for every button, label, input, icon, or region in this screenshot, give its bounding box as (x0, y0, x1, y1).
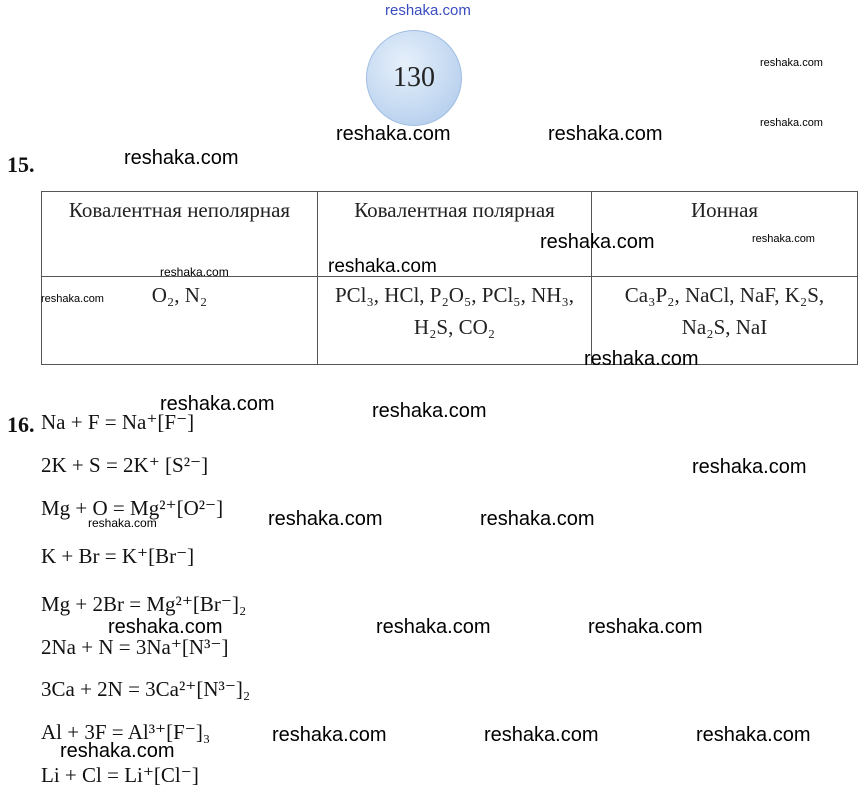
watermark: reshaka.com (548, 123, 663, 145)
watermark: reshaka.com (584, 348, 699, 370)
table-header: Ионная (592, 192, 858, 277)
watermark: reshaka.com (760, 117, 823, 129)
table-cell: O₂, N₂ (42, 277, 318, 365)
watermark: reshaka.com (108, 616, 223, 638)
watermark: reshaka.com (484, 724, 599, 746)
equation: Mg + 2Br = Mg²⁺[Br⁻]₂ (41, 592, 247, 616)
equation: Al + 3F = Al³⁺[F⁻]₃ (41, 720, 211, 744)
watermark: reshaka.com (41, 293, 104, 305)
task-number: 16. (7, 412, 35, 437)
watermark: reshaka.com (160, 265, 229, 279)
table-header: Ковалентная неполярная (42, 192, 318, 277)
watermark: reshaka.com (328, 256, 437, 277)
watermark: reshaka.com (124, 147, 239, 169)
watermark: reshaka.com (272, 724, 387, 746)
table-cell: Ca₃P₂, NaCl, NaF, K₂S, Na₂S, NaI (592, 277, 858, 365)
watermark: reshaka.com (88, 516, 157, 530)
page-number-badge: 130 (366, 30, 462, 126)
table-cell: PCl₃, HCl, P₂O₅, PCl₅, NH₃, H₂S, CO₂ (318, 277, 592, 365)
table-header: Ковалентная полярная (318, 192, 592, 277)
watermark: reshaka.com (372, 400, 487, 422)
watermark: reshaka.com (160, 393, 275, 415)
equation: 2K + S = 2K⁺ [S²⁻] (41, 453, 209, 477)
watermark: reshaka.com (480, 508, 595, 530)
equation: K + Br = K⁺[Br⁻] (41, 544, 195, 568)
watermark: reshaka.com (268, 508, 383, 530)
equation: 3Ca + 2N = 3Ca²⁺[N³⁻]₂ (41, 677, 251, 701)
watermark: reshaka.com (336, 123, 451, 145)
equation: 2Na + N = 3Na⁺[N³⁻] (41, 635, 229, 659)
watermark: reshaka.com (696, 724, 811, 746)
equation: Li + Cl = Li⁺[Cl⁻] (41, 763, 199, 787)
task-number: 15. (7, 152, 35, 177)
watermark: reshaka.com (752, 233, 815, 245)
watermark: reshaka.com (60, 740, 175, 762)
equation: Na + F = Na⁺[F⁻] (41, 410, 195, 434)
watermark: reshaka.com (376, 616, 491, 638)
watermark: reshaka.com (692, 456, 807, 478)
watermark: reshaka.com (540, 231, 655, 253)
equation: Mg + O = Mg²⁺[O²⁻] (41, 496, 224, 520)
watermark: reshaka.com (760, 57, 823, 69)
watermark: reshaka.com (588, 616, 703, 638)
site-mark: reshaka.com (385, 2, 471, 19)
